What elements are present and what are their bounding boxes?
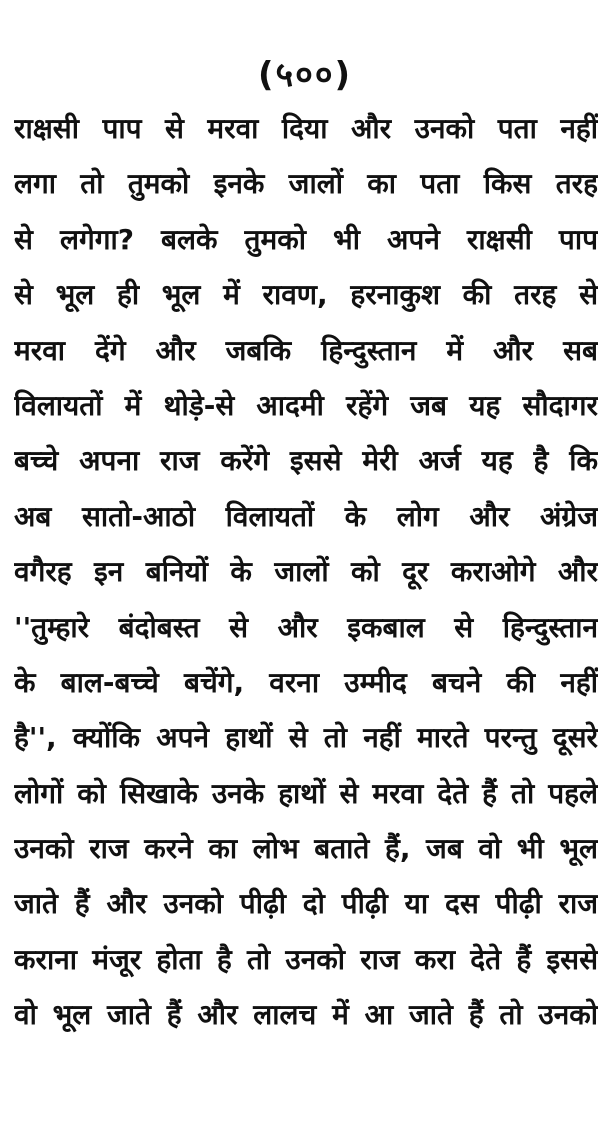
text-line: ''तुम्हारे बंदोबस्त से और इकबाल से हिन्दुस्तान (14, 610, 598, 644)
text-line: के बाल-बच्चे बचेंगे, वरना उम्मीद बचने की नहीं (14, 665, 598, 699)
text-line: बच्चे अपना राज करेंगे इससे मेरी अर्ज यह है कि (14, 444, 598, 478)
text-line: लगा तो तुमको इनके जालों का पता किस तरह (14, 167, 598, 201)
text-line: कराना मंजूर होता है तो उनको राज करा देते हैं इससे (14, 942, 598, 976)
text-line: वो भूल जाते हैं और लालच में आ जाते हैं तो उनको (14, 998, 598, 1032)
text-line: से भूल ही भूल में रावण, हरनाकुश की तरह से (14, 278, 598, 312)
text-line: लोगों को सिखाके उनके हाथों से मरवा देते हैं तो पहले (14, 776, 598, 810)
text-line: राक्षसी पाप से मरवा दिया और उनको पता नहीं (14, 112, 598, 145)
text-line: से लगेगा? बलके तुमको भी अपने राक्षसी पाप (14, 222, 598, 256)
text-line: उनको राज करने का लोभ बताते हैं, जब वो भी भूल (14, 832, 598, 866)
text-line: विलायतों में थोड़े-से आदमी रहेंगे जब यह सौदागर (14, 388, 598, 422)
text-line: जाते हैं और उनको पीढ़ी दो पीढ़ी या दस पीढ़ी राज (14, 887, 598, 921)
body-text (14, 101, 598, 1043)
text-line: वगैरह इन बनियों के जालों को दूर कराओगे और (14, 555, 598, 589)
text-line: है'', क्योंकि अपने हाथों से तो नहीं मारते परन्तु दूसरे (14, 721, 598, 755)
text-line: अब सातो-आठो विलायतों के लोग और अंग्रेज (14, 499, 598, 533)
page-number: (५००) (257, 55, 353, 95)
text-line: मरवा देंगे और जबकि हिन्दुस्तान में और सब (14, 333, 598, 367)
